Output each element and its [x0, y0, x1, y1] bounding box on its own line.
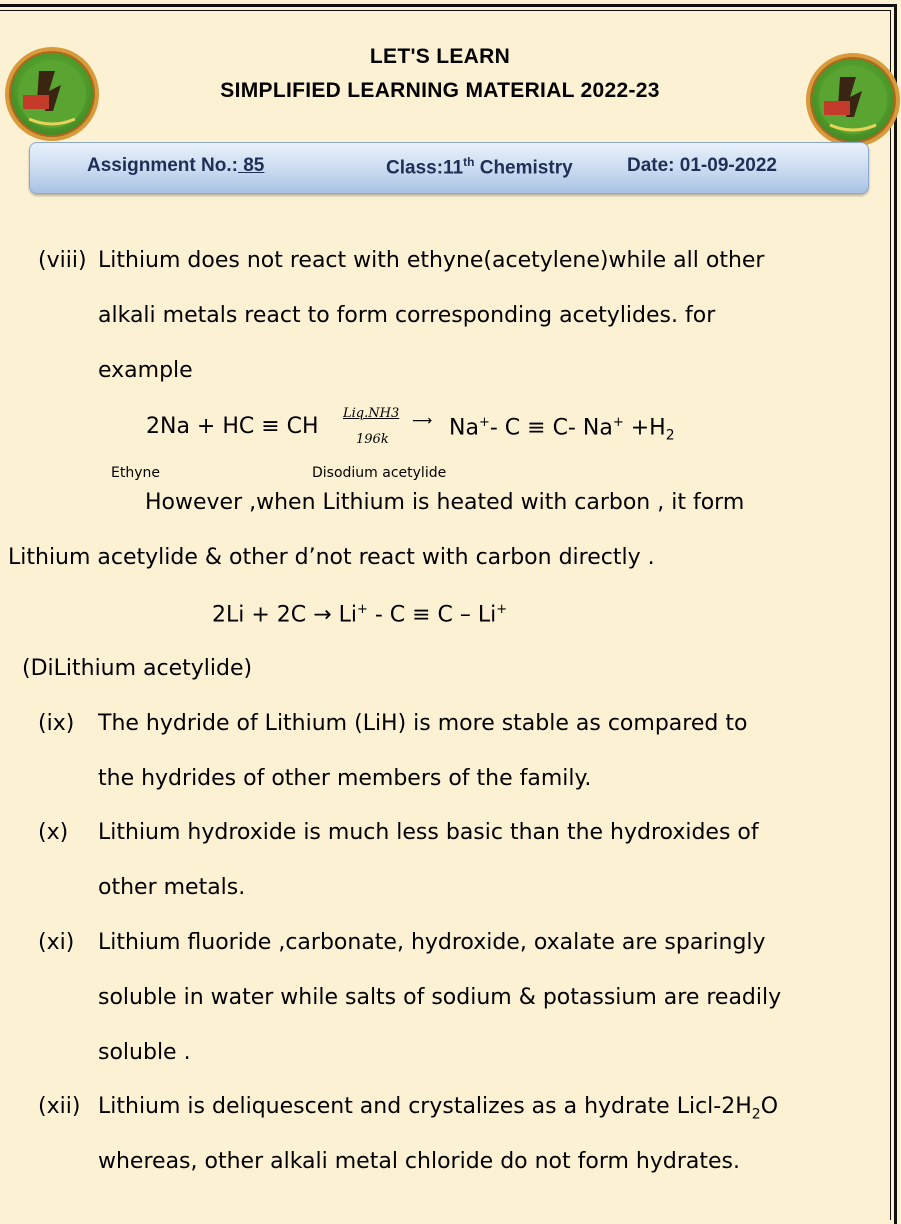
- paragraph-line: Lithium fluoride ,carbonate, hydroxide, oxalate are sparingly: [98, 930, 766, 955]
- paragraph-line: Lithium hydroxide is much less basic than the hydroxides of: [98, 820, 759, 845]
- equation-1-reactants: 2Na + HC ≡ CH: [146, 414, 319, 439]
- item-number-ix: (ix): [38, 711, 75, 736]
- label-disodium-acetylide: Disodium acetylide: [312, 465, 447, 481]
- reaction-condition-bottom: 196k: [356, 432, 389, 447]
- equation-1-products: Na+- C ≡ C- $Na^+ +H_2$: [449, 415, 675, 444]
- item-number-viii: (viii): [38, 248, 87, 273]
- paragraph-line: example: [98, 358, 193, 383]
- paragraph-line: other metals.: [98, 875, 246, 900]
- equation-2: 2Li + 2C → Li+ - C ≡ C – Li+: [212, 602, 508, 628]
- assignment-info: Assignment No.: 85: [87, 155, 265, 176]
- reaction-condition-top: Liq.NH3: [343, 406, 400, 421]
- paragraph-line: The hydride of Lithium (LiH) is more stable as compared to: [98, 711, 748, 736]
- arrow-icon: ⟶: [412, 413, 433, 429]
- paragraph-line: whereas, other alkali metal chloride do not form hydrates.: [98, 1149, 740, 1174]
- label-dilithium-acetylide: (DiLithium acetylide): [22, 656, 253, 681]
- item-number-xi: (xi): [38, 930, 75, 955]
- reaction-arrow: [340, 406, 436, 446]
- assignment-banner: [29, 142, 869, 194]
- class-info: Class:11th Chemistry: [386, 155, 573, 179]
- item-number-xii: (xii): [38, 1094, 81, 1119]
- paragraph-line: Lithium acetylide & other d’not react with carbon directly .: [8, 545, 655, 570]
- paragraph-line: alkali metals react to form corresponding acetylides. for: [98, 303, 716, 328]
- label-ethyne: Ethyne: [111, 465, 160, 481]
- paragraph-line: the hydrides of other members of the family.: [98, 766, 592, 791]
- page-subtitle: SIMPLIFIED LEARNING MATERIAL 2022-23: [220, 79, 660, 102]
- paragraph-line: Lithium does not react with ethyne(acetylene)while all other: [98, 248, 765, 273]
- item-number-x: (x): [38, 820, 69, 845]
- paragraph-line: soluble in water while salts of sodium & potassium are readily: [98, 985, 782, 1010]
- page-title: LET'S LEARN: [369, 45, 511, 68]
- paragraph-line: However ,when Lithium is heated with carbon , it form: [145, 490, 745, 515]
- paragraph-line: soluble .: [98, 1040, 191, 1065]
- assignment-number: 85: [243, 155, 265, 176]
- date-info: Date: 01-09-2022: [627, 155, 777, 176]
- paragraph-line: Lithium is deliquescent and crystalizes as a hydrate Licl-$2H_2O$: [98, 1094, 779, 1123]
